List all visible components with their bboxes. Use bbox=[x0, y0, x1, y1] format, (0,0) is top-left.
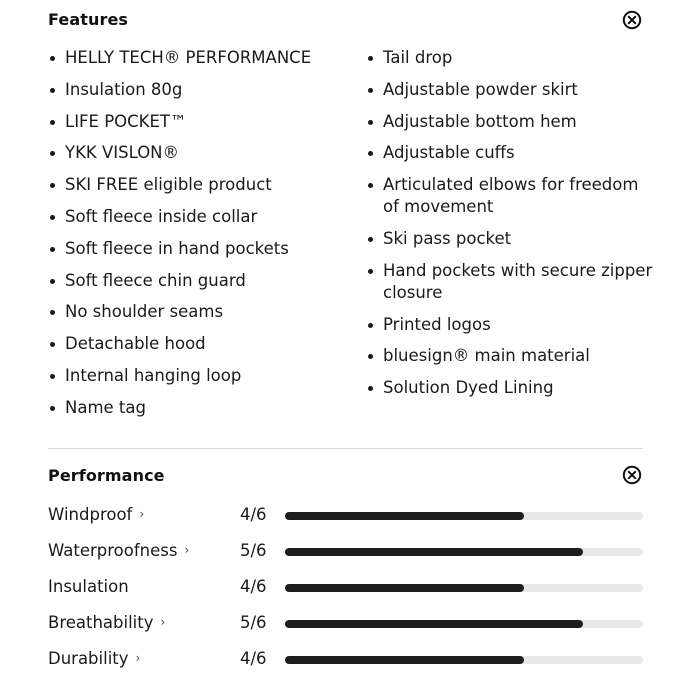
performance-row-waterproofness[interactable] bbox=[48, 539, 643, 565]
rating-bar-fill bbox=[285, 512, 524, 520]
rating-bar-track bbox=[285, 584, 643, 592]
performance-row-windproof[interactable] bbox=[48, 503, 643, 529]
performance-label-text: Insulation bbox=[48, 577, 129, 596]
feature-item: Articulated elbows for freedom of movement bbox=[366, 174, 656, 218]
feature-item: bluesign® main material bbox=[366, 345, 656, 367]
feature-item: Name tag bbox=[48, 397, 348, 419]
performance-score: 4/6 bbox=[240, 649, 267, 668]
feature-item: Ski pass pocket bbox=[366, 228, 656, 250]
performance-label-text: Breathability bbox=[48, 613, 154, 632]
chevron-right-icon[interactable]: › bbox=[139, 507, 145, 521]
performance-label[interactable] bbox=[48, 613, 165, 632]
feature-item: Soft fleece chin guard bbox=[48, 270, 348, 292]
chevron-right-icon[interactable]: › bbox=[160, 615, 166, 629]
feature-item: YKK VISLON® bbox=[48, 142, 348, 164]
close-circle-icon bbox=[622, 10, 642, 30]
performance-score: 5/6 bbox=[240, 541, 267, 560]
feature-item: SKI FREE eligible product bbox=[48, 174, 348, 196]
section-divider bbox=[48, 448, 643, 449]
performance-label-text: Waterproofness bbox=[48, 541, 178, 560]
feature-item: Insulation 80g bbox=[48, 79, 348, 101]
feature-item: Detachable hood bbox=[48, 333, 348, 355]
feature-item: Soft fleece inside collar bbox=[48, 206, 348, 228]
feature-item: LIFE POCKET™ bbox=[48, 111, 348, 133]
rating-bar-fill bbox=[285, 656, 524, 664]
feature-item: HELLY TECH® PERFORMANCE bbox=[48, 47, 348, 69]
rating-bar-track bbox=[285, 620, 643, 628]
performance-label[interactable] bbox=[48, 649, 140, 668]
features-list-left bbox=[48, 47, 348, 429]
feature-item: Hand pockets with secure zipper closure bbox=[366, 260, 656, 304]
rating-bar-fill bbox=[285, 584, 524, 592]
performance-label-text: Durability bbox=[48, 649, 129, 668]
feature-item: Tail drop bbox=[366, 47, 656, 69]
rating-bar-track bbox=[285, 512, 643, 520]
close-circle-icon bbox=[622, 465, 642, 485]
performance-score: 5/6 bbox=[240, 613, 267, 632]
performance-row-insulation bbox=[48, 575, 643, 601]
features-title: Features bbox=[48, 10, 129, 29]
feature-item: Internal hanging loop bbox=[48, 365, 348, 387]
performance-row-breathability[interactable] bbox=[48, 611, 643, 637]
chevron-right-icon[interactable]: › bbox=[184, 543, 190, 557]
feature-item: Adjustable cuffs bbox=[366, 142, 656, 164]
features-close-button[interactable] bbox=[622, 10, 642, 30]
chevron-right-icon[interactable]: › bbox=[135, 651, 141, 665]
performance-label bbox=[48, 577, 129, 596]
feature-item: Adjustable bottom hem bbox=[366, 111, 656, 133]
performance-title: Performance bbox=[48, 466, 165, 485]
performance-close-button[interactable] bbox=[622, 465, 642, 485]
feature-item: Soft fleece in hand pockets bbox=[48, 238, 348, 260]
performance-score: 4/6 bbox=[240, 577, 267, 596]
performance-label[interactable] bbox=[48, 541, 189, 560]
feature-item: Printed logos bbox=[366, 314, 656, 336]
performance-label[interactable] bbox=[48, 505, 144, 524]
rating-bar-fill bbox=[285, 620, 583, 628]
rating-bar-track bbox=[285, 656, 643, 664]
feature-item: No shoulder seams bbox=[48, 301, 348, 323]
performance-row-durability[interactable] bbox=[48, 647, 643, 673]
rating-bar-fill bbox=[285, 548, 583, 556]
performance-label-text: Windproof bbox=[48, 505, 133, 524]
features-list-right bbox=[366, 47, 656, 409]
performance-score: 4/6 bbox=[240, 505, 267, 524]
feature-item: Solution Dyed Lining bbox=[366, 377, 656, 399]
feature-item: Adjustable powder skirt bbox=[366, 79, 656, 101]
rating-bar-track bbox=[285, 548, 643, 556]
